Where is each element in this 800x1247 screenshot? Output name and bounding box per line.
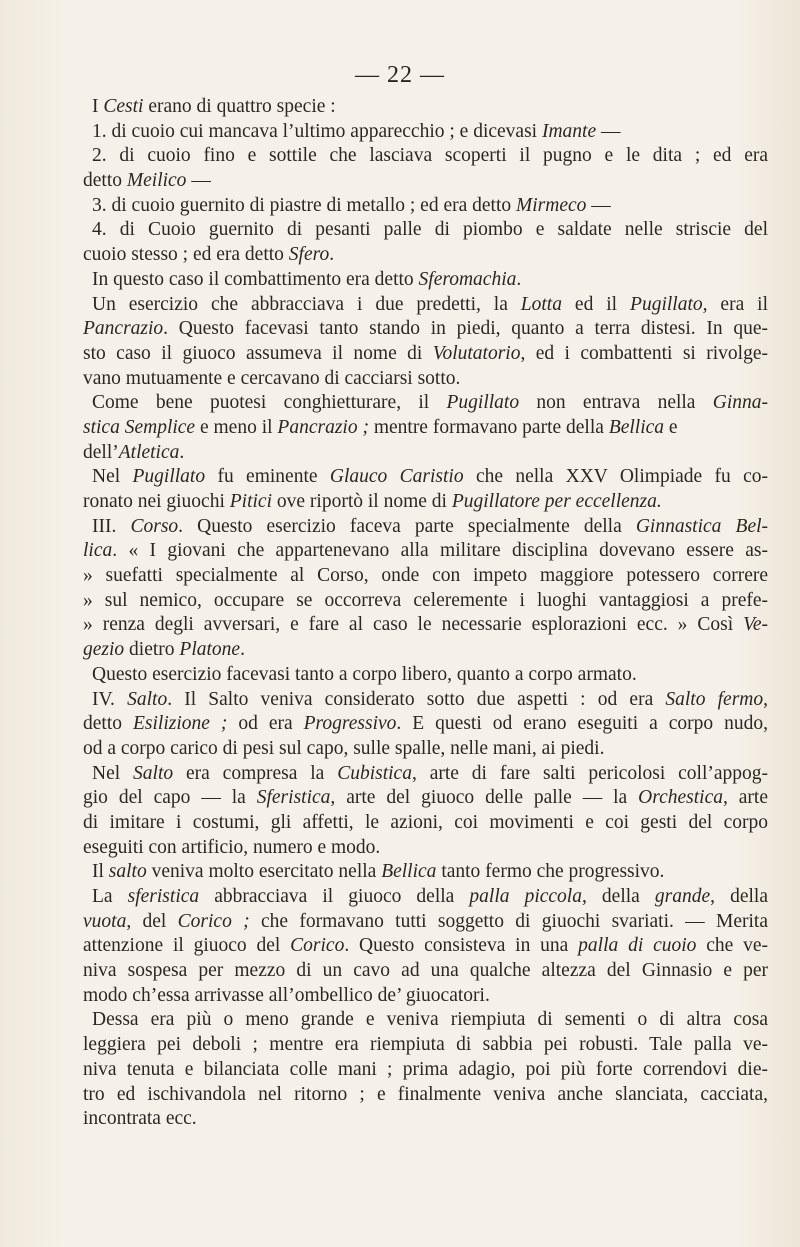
text-run: » renza degli avversari, e fare al caso le necessarie esplorazioni ecc. » Così [83, 614, 744, 636]
text-run: , del [126, 910, 178, 932]
text-run: IV. [92, 688, 128, 710]
text-run: dell’ [83, 441, 119, 463]
italic-term: Pugillato, [630, 293, 708, 315]
text-run: che ve- [696, 935, 768, 957]
text-line [83, 984, 768, 1009]
italic-term: Cesti [103, 96, 144, 117]
italic-term: Ve- [743, 614, 768, 636]
text-line [83, 169, 768, 194]
text-run: abbracciava il giuoco della [199, 886, 470, 907]
text-line [83, 243, 768, 268]
text-run: Un esercizio che abbracciava i due predetti, la [92, 293, 521, 315]
text-run: dietro [124, 639, 180, 661]
text-line [83, 441, 768, 466]
italic-term: Pancrazio ; [277, 416, 369, 438]
text-line [83, 218, 768, 243]
italic-term: Orchestica [638, 787, 723, 809]
italic-term: Ginna- [712, 392, 768, 414]
italic-term: Salto fermo [665, 688, 764, 710]
text-line [83, 910, 768, 935]
text-run: . « I giovani che appartenevano alla militare disciplina dovevano essere as- [112, 540, 768, 562]
text-line [83, 712, 768, 737]
text-run: od a corpo carico di pesi sul capo, sulle spalle, nelle mani, ai piedi. [83, 737, 605, 759]
text-run: niva tenuta e bilanciata colle mani ; prima adagio, poi più forte correndovi die- [83, 1058, 768, 1080]
text-line [83, 786, 768, 811]
text-line [83, 1107, 768, 1132]
text-line [83, 762, 768, 787]
text-run: . [240, 639, 245, 661]
text-line [83, 688, 768, 713]
text-run: cuoio stesso ; ed era detto [83, 244, 289, 266]
text-run: incontrata ecc. [83, 1108, 197, 1130]
italic-term: Lotta [520, 293, 562, 315]
text-line [83, 1058, 768, 1083]
text-run: , arte di fare salti pericolosi coll’appog- [411, 762, 768, 784]
text-run: , della [581, 886, 655, 907]
italic-term: Imante [541, 120, 597, 142]
italic-term: Pitici [229, 491, 273, 512]
page-number: — 22 — [355, 62, 445, 88]
italic-term: Bellica [608, 416, 665, 438]
text-run: che nella XXV Olimpiade fu co- [463, 466, 768, 488]
text-run: , arte [722, 787, 768, 809]
text-line [83, 638, 768, 663]
text-run: ove riportò il nome di [272, 491, 452, 512]
italic-term: Corico [290, 935, 345, 957]
italic-term: Pugillato [446, 392, 520, 414]
italic-term: Ginnastica Bel- [635, 515, 768, 537]
text-run: era compresa la [173, 762, 338, 784]
text-line [83, 959, 768, 984]
text-run: In questo caso il combattimento era detto [92, 268, 419, 290]
text-run: . E questi od erano eseguiti a corpo nudo, [396, 713, 768, 735]
text-line [83, 416, 768, 441]
text-line [83, 317, 768, 342]
italic-term: Atletica [118, 441, 180, 463]
italic-term: Bellica [381, 861, 437, 883]
text-run: eseguiti con artificio, numero e modo. [83, 836, 381, 858]
italic-term: salto [108, 861, 147, 883]
text-line [83, 1033, 768, 1058]
text-run: — [186, 170, 211, 192]
italic-term: Cubistica [337, 762, 412, 784]
text-run: . [329, 244, 335, 266]
text-run: attenzione il giuoco del [83, 935, 291, 957]
text-run: gio del capo — la [83, 787, 257, 809]
text-run: detto [83, 170, 127, 192]
text-line [83, 663, 768, 688]
italic-term: Volutatorio [432, 342, 521, 364]
text-run: 3. di cuoio guernito di piastre di metallo ; ed era detto [92, 194, 517, 216]
text-run: . Questo facevasi tanto stando in piedi, quanto a terra distesi. In que- [163, 318, 768, 340]
text-run: Nel [92, 466, 133, 488]
text-line [83, 737, 768, 762]
text-run: di imitare i costumi, gli affetti, le azioni, coi movimenti e coi gesti del corpo [83, 811, 768, 833]
italic-term: Pugillato [132, 466, 206, 488]
italic-term: Esilizione ; [132, 713, 228, 735]
text-run: » sul nemico, occupare se occorreva celeremente i luoghi vantaggiosi a prefe- [83, 589, 768, 611]
text-run: 4. di Cuoio guernito di pesanti palle di piombo e saldate nelle striscie del [92, 219, 768, 241]
text-run: , ed i combattenti si rivolge- [520, 342, 768, 364]
text-run: , [763, 688, 768, 710]
text-run: III. [92, 515, 131, 537]
italic-term: Platone [179, 639, 241, 661]
text-run: . Questo esercizio faceva parte specialmente della [178, 515, 636, 537]
text-line [83, 465, 768, 490]
text-line [83, 490, 768, 515]
italic-term: Corso [130, 515, 179, 537]
text-run: niva sospesa per mezzo di un cavo ad una qualche altezza del Ginnasio e per [83, 960, 768, 982]
text-line [83, 120, 768, 145]
text-line [83, 1083, 768, 1108]
text-run: sto caso il giuoco assumeva il nome di [83, 342, 433, 364]
text-run: veniva molto esercitato nella [146, 861, 382, 883]
italic-term: palla piccola [469, 886, 582, 907]
text-run: leggiera pei deboli ; mentre era riempiuta di sabbia pei robusti. Tale palla ve- [83, 1034, 768, 1056]
text-run: e [664, 416, 678, 438]
italic-term: Sferistica [256, 787, 331, 809]
italic-term: Glauco Caristio [329, 466, 464, 488]
text-line [83, 293, 768, 318]
italic-term: Pugillatore per eccellenza. [451, 491, 662, 512]
text-run: non entrava nella [519, 392, 713, 414]
text-run: , della [710, 886, 768, 907]
italic-term: Corico ; [177, 910, 250, 932]
italic-term: Progressivo [303, 713, 397, 735]
text-run: Come bene puotesi conghietturare, il [92, 392, 447, 414]
text-run: ronato nei giuochi [83, 491, 230, 512]
text-run: Il [92, 861, 109, 883]
text-run: e meno il [195, 416, 278, 438]
text-run: . Il Salto veniva considerato sotto due aspetti : od era [167, 688, 666, 710]
text-run: — [586, 194, 611, 216]
text-run: fu eminente [205, 466, 330, 488]
italic-term: Mirmeco [516, 194, 587, 216]
italic-term: Salto [133, 762, 174, 784]
text-line [83, 564, 768, 589]
text-line [83, 934, 768, 959]
italic-term: Salto [127, 688, 168, 710]
body-text [83, 95, 768, 1132]
text-run: I [92, 96, 104, 117]
text-run: . [516, 268, 522, 290]
italic-term: stica Semplice [83, 416, 196, 438]
text-run: . [179, 441, 185, 463]
text-line [83, 539, 768, 564]
text-line [83, 836, 768, 861]
text-line [83, 860, 768, 885]
text-line [83, 613, 768, 638]
text-run: Dessa era più o meno grande e veniva riempiuta di sementi o di altra cosa [92, 1009, 768, 1031]
text-run: che formavano tutti soggetto di giuochi svariati. — Merita [249, 910, 768, 932]
text-run: detto [83, 713, 133, 735]
text-line [83, 811, 768, 836]
text-run: . Questo consisteva in una [344, 935, 579, 957]
text-line [83, 391, 768, 416]
italic-term: lica [83, 540, 113, 562]
text-run: vano mutuamente e cercavano di cacciarsi sotto. [83, 367, 461, 389]
text-run: od era [227, 713, 304, 735]
text-run: tro ed ischivandola nel ritorno ; e finalmente veniva anche slanciata, cacciata, [83, 1083, 768, 1105]
italic-term: vuota [83, 910, 127, 932]
italic-term: Sfero [288, 244, 330, 266]
text-run: era il [707, 293, 768, 315]
text-line [83, 1008, 768, 1033]
text-run: La [92, 886, 128, 907]
text-run: 2. di cuoio fino e sottile che lasciava scoperti il pugno e le dita ; ed era [92, 145, 768, 167]
text-run: 1. di cuoio cui mancava l’ultimo apparecchio ; e dicevasi [92, 120, 542, 142]
text-line [83, 268, 768, 293]
italic-term: gezio [83, 639, 125, 661]
text-run: Nel [92, 762, 134, 784]
text-run: mentre formavano parte della [368, 416, 609, 438]
text-run: » suefatti specialmente al Corso, onde con impeto maggiore potessero correre [83, 565, 768, 587]
text-line [83, 144, 768, 169]
text-run: modo ch’essa arrivasse all’ombellico de’ giuocatori. [83, 984, 490, 1006]
text-run: erano di quattro specie : [143, 96, 336, 117]
text-run: ed il [561, 293, 631, 315]
text-run: Questo esercizio facevasi tanto a corpo libero, quanto a corpo armato. [92, 663, 637, 685]
text-line [83, 589, 768, 614]
text-line [83, 194, 768, 219]
italic-term: palla di cuoio [578, 935, 697, 957]
italic-term: sferistica [127, 886, 200, 907]
text-run: tanto fermo che progressivo. [436, 861, 665, 883]
text-line [83, 515, 768, 540]
text-line [83, 342, 768, 367]
italic-term: Sferomachia [418, 268, 517, 290]
text-line [83, 885, 768, 910]
text-run: — [596, 120, 621, 142]
text-line [83, 367, 768, 392]
italic-term: Pancrazio [83, 318, 164, 340]
italic-term: Meilico [126, 170, 187, 192]
text-line [83, 95, 768, 120]
text-run: , arte del giuoco delle palle — la [330, 787, 639, 809]
italic-term: grande [654, 886, 711, 907]
